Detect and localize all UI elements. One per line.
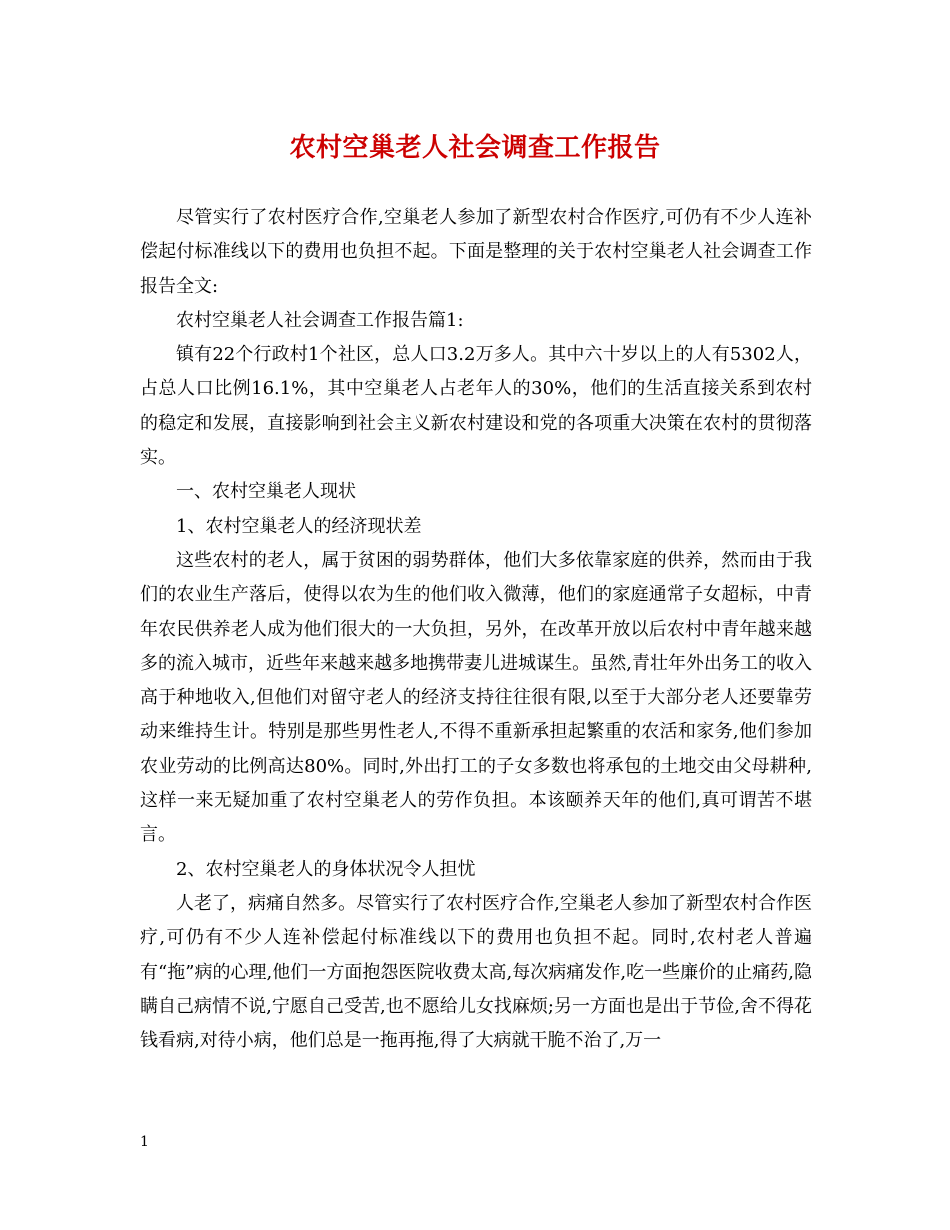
subsection-heading-health: 2、农村空巢老人的身体状况令人担忧: [176, 858, 476, 880]
report-heading: 农村空巢老人社会调查工作报告篇1:: [176, 309, 464, 331]
subsection-heading-economy: 1、农村空巢老人的经济现状差: [176, 515, 422, 537]
document-body: [140, 201, 812, 1058]
page-number: 1: [140, 1134, 149, 1150]
document-title: 农村空巢老人社会调查工作报告: [289, 133, 661, 163]
health-paragraph: 人老了，病痛自然多。尽管实行了农村医疗合作,空巢老人参加了新型农村合作医疗,可仍有不少人连补偿起付标准线以下的费用也负担不起。同时,农村老人普遍有“拖”病的心理,他们一方面抱怨医院收费太高,每次病痛发作,吃一些廉价的止痛药,隐瞒自己病情不说,宁愿自己受苦,也不愿给儿女找麻烦;另一方面也是出于节俭,舍不得花钱看病,对待小病，他们总是一拖再拖,得了大病就干脆不治了,万一: [140, 892, 812, 1052]
intro-paragraph: 尽管实行了农村医疗合作,空巢老人参加了新型农村合作医疗,可仍有不少人连补偿起付标准线以下的费用也负担不起。下面是整理的关于农村空巢老人社会调查工作报告全文:: [140, 207, 812, 297]
section-heading-status: 一、农村空巢老人现状: [176, 481, 356, 503]
economy-paragraph: 这些农村的老人，属于贫困的弱势群体，他们大多依靠家庭的供养，然而由于我们的农业生产落后，使得以农为生的他们收入微薄，他们的家庭通常子女超标，中青年农民供养老人成为他们很大的一大负担，另外，在改革开放以后农村中青年越来越多的流入城市，近些年来越来越多地携带妻儿进城谋生。虽然,青壮年外出务工的收入高于种地收入,但他们对留守老人的经济支持往往很有限,以至于大部分老人还要靠劳动来维持生计。特别是那些男性老人,不得不重新承担起繁重的农活和家务,他们参加农业劳动的比例高达80%。同时,外出打工的子女多数也将承包的土地交由父母耕种,这样一来无疑加重了农村空巢老人的劳作负担。本该颐养天年的他们,真可谓苦不堪言。: [140, 549, 812, 846]
population-paragraph: 镇有22个行政村1个社区，总人口3.2万多人。其中六十岁以上的人有5302人，占总人口比例16.1%，其中空巢老人占老年人的30%，他们的生活直接关系到农村的稳定和发展，直接影响到社会主义新农村建设和党的各项重大决策在农村的贯彻落实。: [140, 344, 812, 469]
